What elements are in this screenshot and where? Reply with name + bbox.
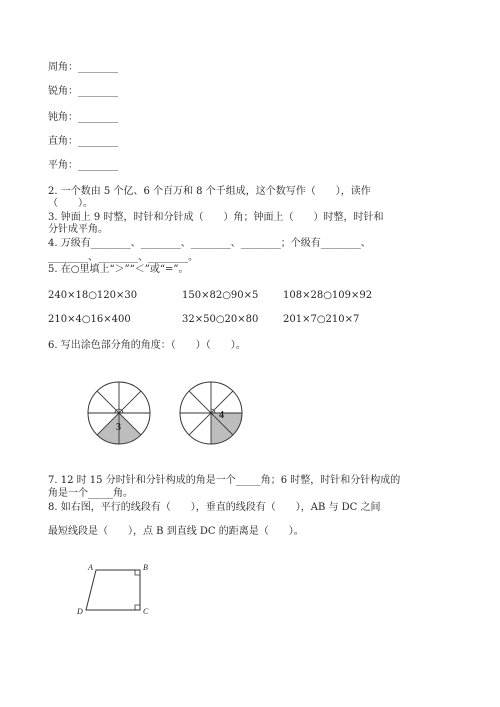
label-c: C	[143, 607, 149, 616]
label-a: A	[88, 563, 93, 572]
label-b: B	[143, 563, 148, 572]
q2-line1: 2. 一个数由 5 个亿、6 个百万和 8 个千组成，这个数写作（ ），读作	[48, 186, 371, 197]
q5-expr-2-2: 32×50○20×80	[182, 314, 259, 325]
fig2-label: 4	[219, 410, 224, 421]
angle-straight-line: 平角：________	[48, 160, 118, 171]
angle-acute-line: 锐角：________	[48, 86, 118, 97]
q4-line2: ________、________、________。	[48, 252, 198, 263]
shaded-angle-circle-2	[176, 378, 246, 448]
q7-line1: 7. 12 时 15 分时针和分针构成的角是一个_____角；6 时整，时针和分针构成的	[48, 475, 401, 486]
trapezoid-figure	[72, 558, 152, 618]
q6-title: 6. 写出涂色部分角的角度：（ ）（ ）。	[48, 340, 246, 351]
q5-title: 5. 在○里填上“＞”“＜”或“=”。	[48, 264, 189, 275]
q8-line1: 8. 如右图，平行的线段有（ ），垂直的线段有（ ），AB 与 DC 之间	[48, 502, 381, 513]
q5-expr-1-1: 240×18○120×30	[48, 290, 138, 301]
fig1-label: 3	[116, 422, 121, 433]
angle-right-line: 直角：________	[48, 136, 118, 147]
angle-perigon-line: 周角：________	[48, 62, 118, 73]
q3-line1: 3. 钟面上 9 时整，时针和分针成（ ）角；钟面上（ ）时整，时针和	[48, 212, 384, 223]
angle-obtuse-line: 钝角：________	[48, 112, 118, 123]
q2-line2: （ ）。	[48, 198, 93, 209]
label-d: D	[77, 607, 83, 616]
shaded-angle-circle-1	[84, 378, 154, 448]
q5-expr-2-3: 201×7○210×7	[283, 314, 360, 325]
q3-line2: 分针成平角。	[48, 224, 108, 235]
q7-line2: 角是一个_____角。	[48, 488, 133, 499]
q5-expr-1-2: 150×82○90×5	[182, 290, 259, 301]
q4-line1: 4. 万级有________、________、________、________；个级有________、	[48, 238, 371, 249]
q5-expr-1-3: 108×28○109×92	[283, 290, 373, 301]
q8-line2: 最短线段是（ ），点 B 到直线 DC 的距离是（ ）。	[48, 526, 304, 537]
q5-expr-2-1: 210×4○16×400	[48, 314, 131, 325]
